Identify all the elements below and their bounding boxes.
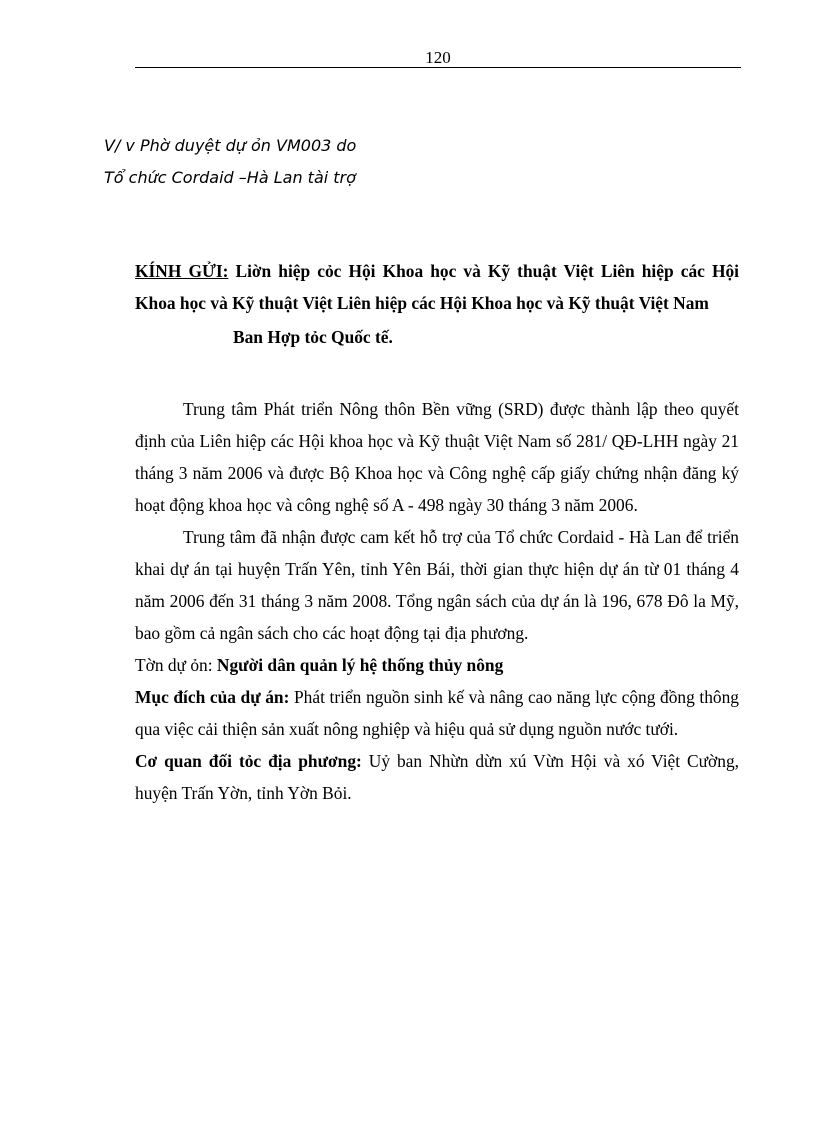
- project-name-line: [135, 649, 739, 681]
- subject-block: [104, 130, 504, 194]
- recipient-department: Ban Hợp tỏc Quốc tế.: [233, 327, 393, 347]
- paragraph-establishment: Trung tâm Phát triển Nông thôn Bền vững (SRD) được thành lập theo quyết định của Liên hiệp các Hội khoa học và Kỹ thuật Việt Nam số 281/ QĐ-LHH ngày 21 tháng 3 năm 2006 và được Bộ Khoa học và Công nghệ cấp giấy chứng nhận đăng ký hoạt động khoa học và công nghệ số A - 498 ngày 30 tháng 3 năm 2006.: [135, 399, 739, 515]
- purpose-label: Mục đích của dự án:: [135, 687, 290, 707]
- letter-body: [135, 255, 739, 809]
- recipient-lead: KÍNH GỬI:: [135, 261, 229, 281]
- project-label: Tờn dự ỏn:: [135, 655, 213, 675]
- partner-label: Cơ quan đối tỏc địa phương:: [135, 751, 362, 771]
- purpose-line: [135, 681, 739, 745]
- subject-line-2: Tổ chức Cordaid –Hà Lan tài trợ: [104, 168, 356, 187]
- page-number: 120: [425, 48, 451, 67]
- recipient-block: [135, 255, 739, 319]
- partner-text: Uỷ ban Nhừn dừn xú Vừn Hội và xó Việt Cường, huyện Trấn Yờn, tỉnh Yờn Bỏi.: [135, 751, 739, 803]
- header-rule: [135, 67, 741, 68]
- project-name: Người dân quản lý hệ thống thủy nông: [216, 655, 504, 675]
- partner-line: [135, 745, 739, 809]
- paragraph-commitment: Trung tâm đã nhận được cam kết hỗ trợ của Tổ chức Cordaid - Hà Lan để triển khai dự án tại huyện Trấn Yên, tỉnh Yên Bái, thời gian thực hiện dự án từ 01 tháng 4 năm 2006 đến 31 tháng 3 năm 2008. Tổng ngân sách của dự án là 196, 678 Đô la Mỹ, bao gồm cả ngân sách cho các hoạt động tại địa phương.: [135, 527, 739, 643]
- purpose-text: Phát triển nguồn sinh kế và nâng cao năng lực cộng đồng thông qua việc cải thiện sản xuất nông nghiệp và hiệu quả sử dụng nguồn nước tưới.: [135, 687, 739, 739]
- recipient-text: Liờn hiệp cỏc Hội Khoa học và Kỹ thuật Việt Liên hiệp các Hội Khoa học và Kỹ thuật Việt Liên hiệp các Hội Khoa học và Kỹ thuật Việt Nam: [135, 261, 739, 313]
- subject-line-1: V/ v Phờ duyệt dự ỏn VM003 do: [104, 136, 357, 155]
